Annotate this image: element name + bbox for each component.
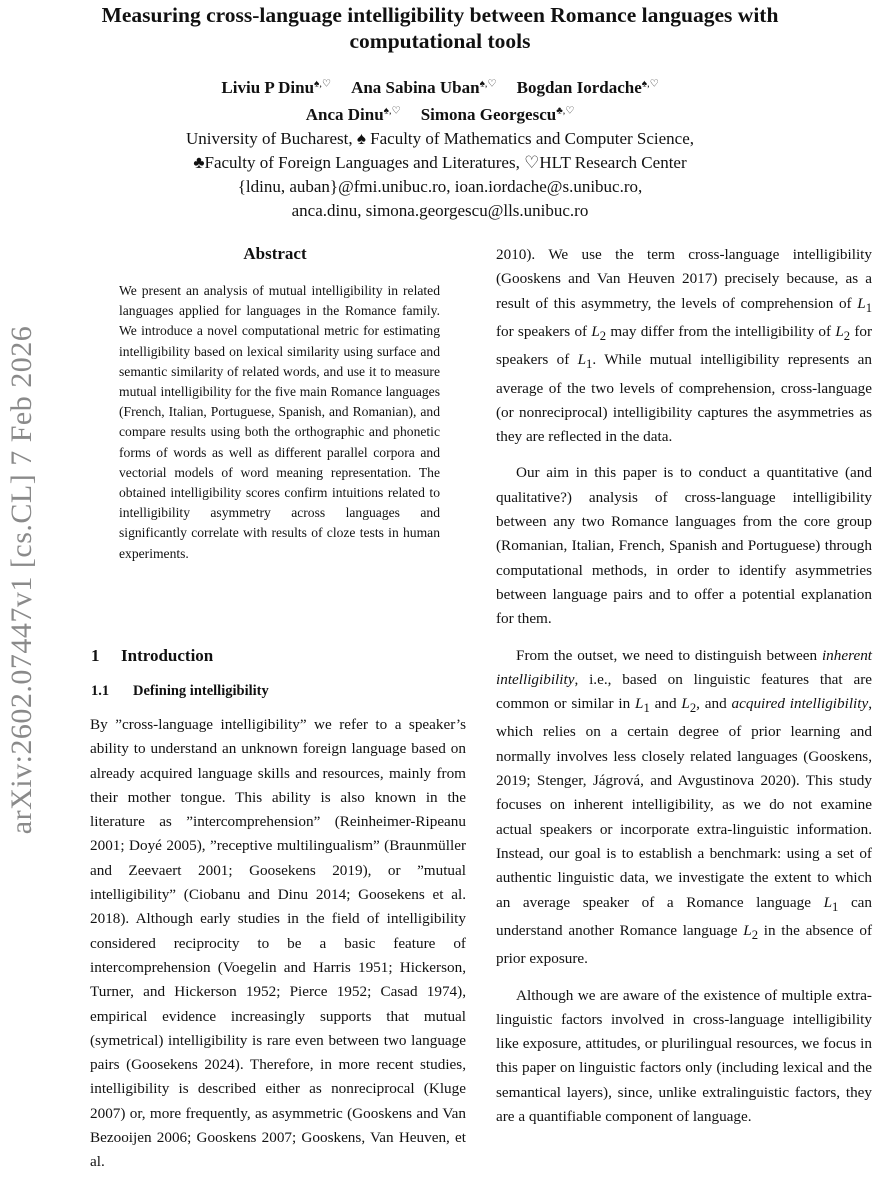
subsection-heading: 1.1 Defining intelligibility (91, 683, 269, 699)
paragraph: From the outset, we need to distinguish between inherent intelligibility, i.e., based on linguistic features that are common or similar in $L_1$ and $L_2$, and acquired intelligibility, which relies on a certain degree of prior learning and normally involves less closely related languages (Gooskens, 2019; Stenger, Jágrová, and Avgustinova 2020). This study focuses on inherent intelligibility, as we do not examine actual speakers or incorporate extra-linguistic information. Instead, our goal is to establish a benchmark: using a set of authentic linguistic data, we investigate the extent to which an average speaker of a Romance language $L_1$ can understand another Romance language $L_2$ in the absence of prior exposure. (496, 646, 873, 968)
left-column (90, 713, 466, 1175)
email-line: anca.dinu, simona.georgescu@lls.unibuc.ro (291, 201, 589, 221)
paragraph: By ”cross-language intelligibility” we refer to a speaker’s ability to understand an unknown foreign language based on already acquired language skills and resources, mainly from their mother tongue. This ability is also known in the literature as ”intercomprehension” (Reinheimer-Ripeanu 2001; Doyé 2005), ”receptive multilingualism” (Braunmüller and Zeevaert 2001; Goosekens 2019), or ”mutual intelligibility” (Ciobanu and Dinu 2014; Goosekens et al. 2018). Although early studies in the field of intelligibility considered reciprocity to be a basic feature of intercomprehension (Voegelin and Harris 1951; Hickerson, Turner, and Hickerson 1952; Pierce 1952; Casad 1974), empirical evidence increasingly supports that mutual (symetrical) intelligibility is rare even between two language pairs (Goosekens 2024). Therefore, in more recent studies, intelligibility is described either as nonreciprocal (Kluge 2007) or, more frequently, as asymmetric (Gooskens and Van Bezooijen 2006; Gooskens 2007; Gooskens, Van Heuven, et al. (90, 716, 466, 1171)
author: Liviu P Dinu♠,♡ (221, 77, 331, 97)
paragraph: Our aim in this paper is to conduct a quantitative (and qualitative?) analysis of cross-language intelligibility between any two Romance languages from the core group (Romanian, Italian, French, Spanish and Portuguese) through computational methods, in order to identify asymmetries between language pairs and to offer a potential explanation for them. (496, 464, 872, 628)
author: Bogdan Iordache♠,♡ (516, 77, 659, 97)
author: Ana Sabina Uban♠,♡ (351, 77, 497, 97)
paragraph: Although we are aware of the existence of multiple extra-linguistic factors involved in cross-language intelligibility like exposure, attitudes, or plurilingual resources, we focus in this paper on linguistic factors only (including lexical and the semantical layers), since, unlike extralinguistic factors, they are a quantifiable component of language. (496, 986, 872, 1125)
author: Simona Georgescu♣,♡ (420, 105, 575, 125)
author-line-2 (90, 100, 790, 128)
email-line: {ldinu, auban}@fmi.unibuc.ro, ioan.iordache@s.unibuc.ro, (237, 177, 643, 197)
abstract-heading: Abstract (243, 244, 307, 263)
right-column (496, 243, 872, 1141)
section-heading: 1 Introduction (91, 646, 214, 665)
author: Anca Dinu♠,♡ (305, 105, 401, 125)
paper-title: Measuring cross-language intelligibility between Romance languages with computational tools (101, 3, 779, 53)
arxiv-identifier: arXiv:2602.07447v1 [cs.CL] 7 Feb 2026 (5, 325, 38, 835)
abstract-text: We present an analysis of mutual intelligibility in related languages applied for languages in the Romance family. We introduce a novel computational metric for estimating intelligibility based on lexical similarity using surface and semantic similarity of related words, and use it to measure mutual intelligibility for the five main Romance languages (French, Italian, Portuguese, Spanish, and Romanian), and compare results using both the orthographic and phonetic forms of words as well as different parallel corpora and vectorial models of word meaning representation. The obtained intelligibility scores confirm intuitions related to intelligibility asymmetry across languages and significantly correlate with results of cloze tests in human experiments. (119, 283, 440, 561)
author-block (90, 72, 790, 223)
paragraph: 2010). We use the term cross-language intelligibility (Gooskens and Van Heuven 2017) precisely because, as a result of this asymmetry, the levels of comprehension of $L_1$ for speakers of $L_2$ may differ from the intelligibility of $L_2$ for speakers of $L_1$. While mutual intelligibility represents an average of the two levels of comprehension, cross-language (or nonreciprocal) intelligibility captures the asymmetries as they are reflected in the data. (496, 246, 873, 446)
author-line-1 (90, 72, 790, 100)
affiliation-line: ♣Faculty of Foreign Languages and Literatures, ♡HLT Research Center (193, 153, 687, 173)
affiliation-line: University of Bucharest, ♠ Faculty of Mathematics and Computer Science, (185, 129, 695, 149)
